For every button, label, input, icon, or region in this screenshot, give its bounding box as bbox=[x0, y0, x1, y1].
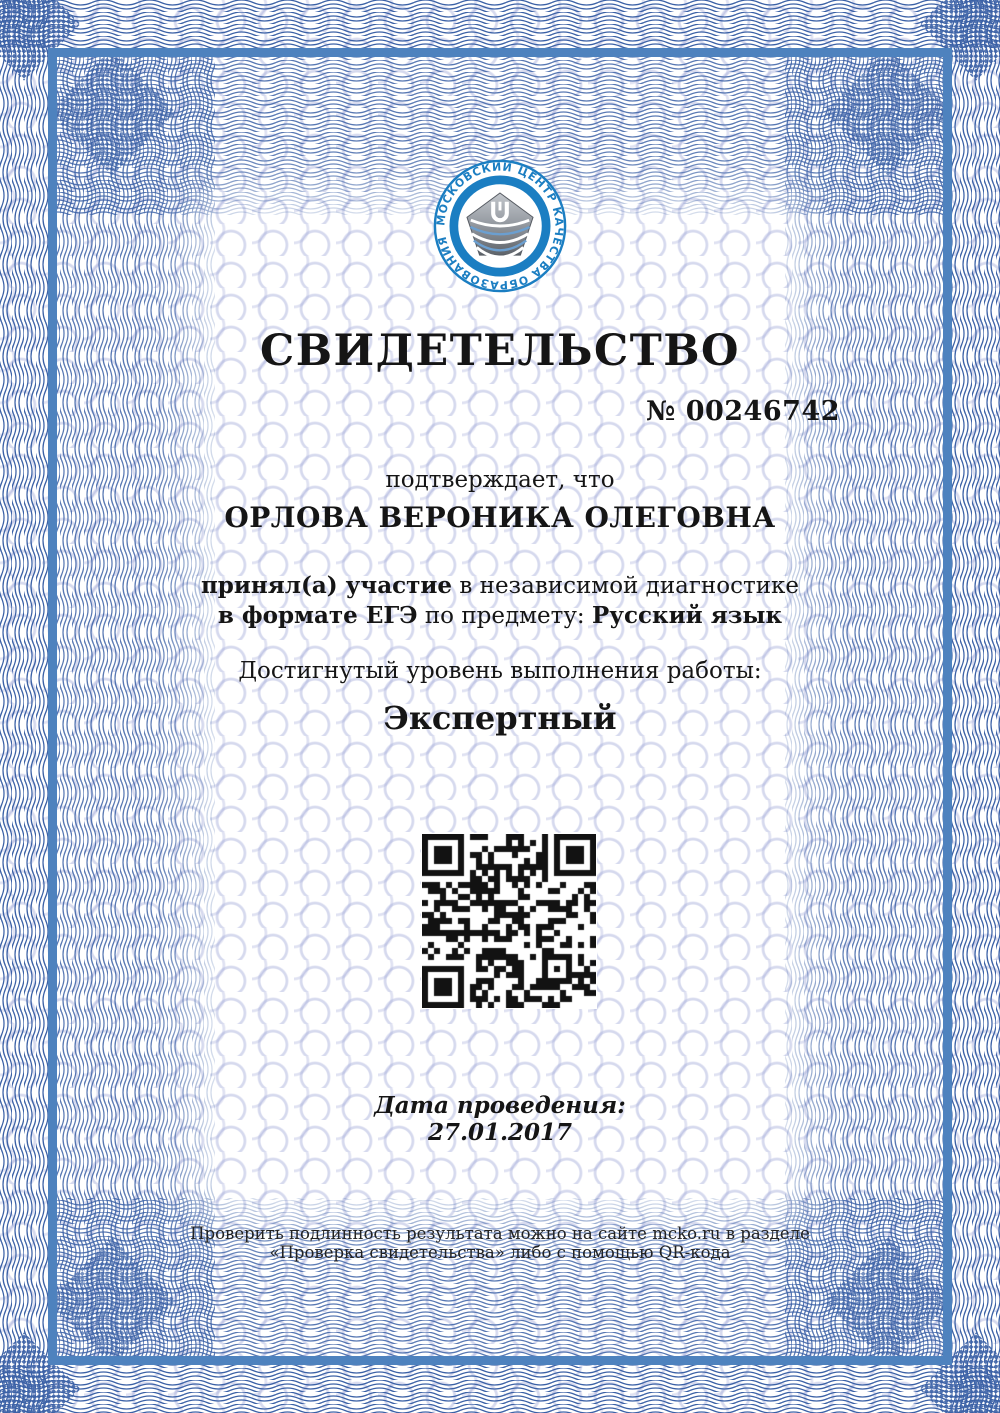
date-value: 27.01.2017 bbox=[427, 1119, 573, 1146]
footer-note-line-1: Проверить подлинность результата можно на сайте mcko.ru в разделе bbox=[190, 1224, 810, 1243]
certificate-number: № 00246742 bbox=[645, 396, 840, 427]
level-label: Достигнутый уровень выполнения работы: bbox=[238, 658, 762, 684]
participation-line-1 bbox=[0, 571, 1000, 601]
footer-note-line-2: «Проверка свидетельства» либо с помощью QR-кода bbox=[269, 1243, 731, 1262]
mcko-emblem-icon bbox=[432, 158, 568, 294]
certificate-title: СВИДЕТЕЛЬСТВО bbox=[259, 326, 740, 376]
logo-ring-text: МОСКОВСКИЙ ЦЕНТР КАЧЕСТВА ОБРАЗОВАНИЯ bbox=[434, 160, 566, 292]
qr-code bbox=[421, 833, 597, 1009]
participation-text bbox=[0, 571, 1000, 631]
level-value: Экспертный bbox=[383, 699, 617, 737]
participation-line-2 bbox=[0, 601, 1000, 631]
date-label: Дата проведения: bbox=[374, 1092, 626, 1119]
date-block bbox=[0, 1092, 1000, 1146]
footer-note bbox=[0, 1224, 1000, 1262]
participation-regular-1: в независимой диагностике bbox=[452, 573, 800, 599]
participation-regular-2: по предмету: bbox=[417, 603, 592, 629]
subject-name: Русский язык bbox=[591, 602, 783, 629]
participation-bold-2: в формате ЕГЭ bbox=[217, 602, 418, 629]
confirmation-text: подтверждает, что bbox=[385, 467, 615, 493]
recipient-name: ОРЛОВА ВЕРОНИКА ОЛЕГОВНА bbox=[224, 501, 776, 534]
participation-bold-1: принял(а) участие bbox=[200, 572, 453, 599]
